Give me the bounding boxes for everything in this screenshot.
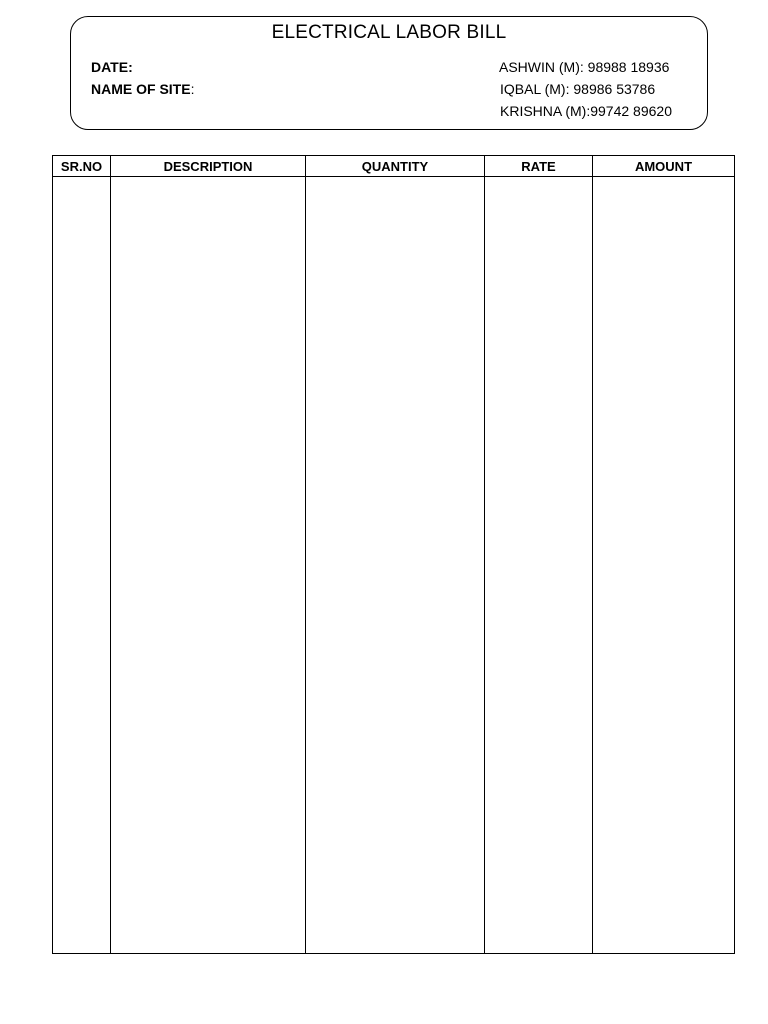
sr-no-cell[interactable] bbox=[53, 177, 111, 954]
column-header-sr-no: SR.NO bbox=[53, 156, 111, 177]
site-name-label bbox=[91, 81, 194, 97]
column-header-quantity: QUANTITY bbox=[306, 156, 485, 177]
contact-iqbal: IQBAL (M): 98986 53786 bbox=[500, 81, 656, 97]
rate-cell[interactable] bbox=[485, 177, 593, 954]
description-cell[interactable] bbox=[111, 177, 306, 954]
column-header-amount: AMOUNT bbox=[593, 156, 735, 177]
site-name-label-colon: : bbox=[190, 81, 195, 97]
contact-krishna: KRISHNA (M):99742 89620 bbox=[500, 103, 672, 119]
contact-ashwin: ASHWIN (M): 98988 18936 bbox=[499, 59, 670, 75]
date-label: DATE: bbox=[91, 59, 133, 75]
site-name-label-text: NAME OF SITE bbox=[91, 81, 191, 97]
column-header-rate: RATE bbox=[485, 156, 593, 177]
amount-cell[interactable] bbox=[593, 177, 735, 954]
quantity-cell[interactable] bbox=[306, 177, 485, 954]
bill-header-box bbox=[70, 16, 708, 130]
bill-title: ELECTRICAL LABOR BILL bbox=[271, 22, 507, 43]
column-header-description: DESCRIPTION bbox=[111, 156, 306, 177]
table-header-row bbox=[53, 156, 735, 177]
bill-table bbox=[52, 155, 735, 954]
table-body-row bbox=[53, 177, 735, 954]
